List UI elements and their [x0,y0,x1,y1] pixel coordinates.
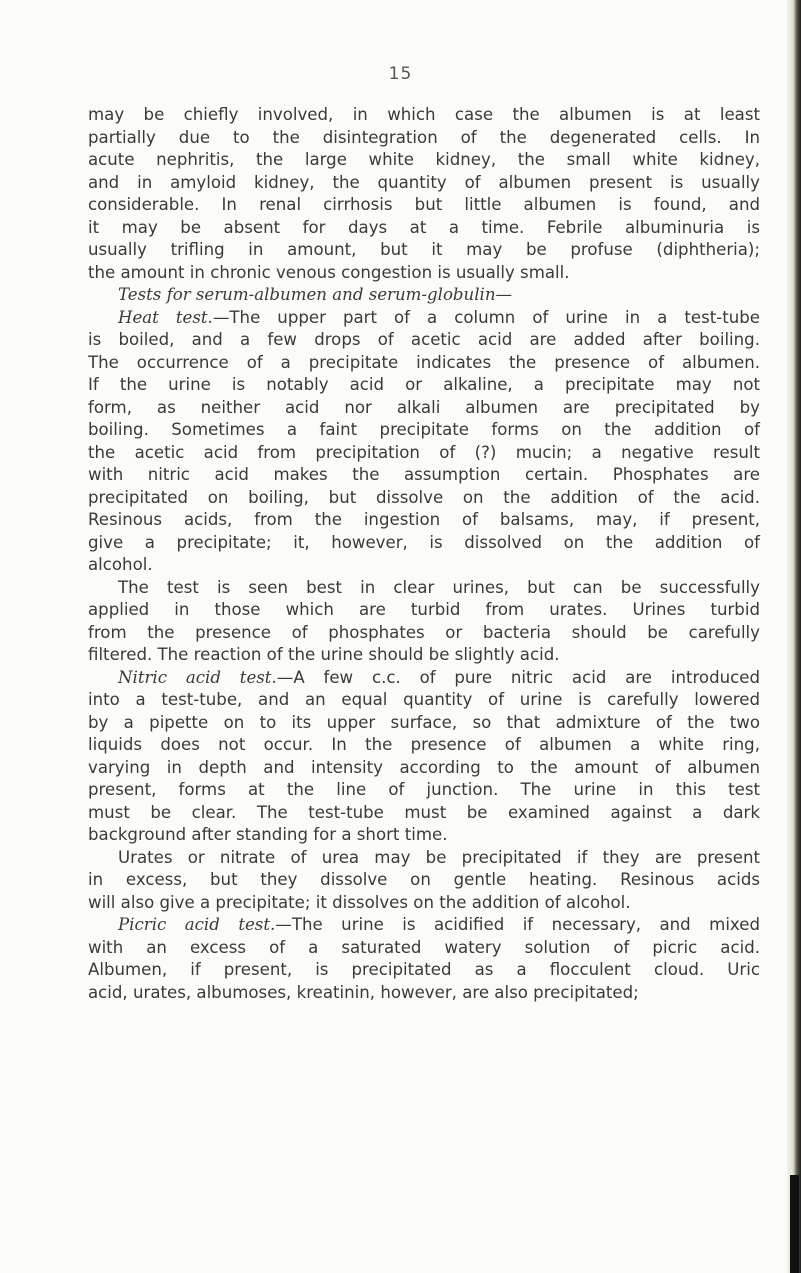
text-line: present, forms at the line of junction. The urine in this test [88,780,760,799]
tests-heading: Tests for serum-albumen and serum-globulin— [118,285,513,304]
text-line: the acetic acid from precipitation of (?) mucin; a negative result [88,442,760,462]
text-line: filtered. The reaction of the urine should be slightly acid. [88,645,560,664]
text-line: form, as neither acid nor alkali albumen are precipitated by [88,397,760,417]
nitric-test-label: Nitric acid test. [118,667,277,687]
text-line: will also give a precipitate; it dissolves on the addition of alcohol. [88,892,631,912]
text-line: may be chiefly involved, in which case the albumen is at least [88,105,760,124]
text-line: considerable. In renal cirrhosis but little albumen is found, and [88,195,760,214]
text-line: acute nephritis, the large white kidney, the small white kidney, [88,150,760,169]
text-line: partially due to the disintegration of the degenerated cells. In [88,127,760,147]
text-line: with nitric acid makes the assumption certain. Phosphates are [88,465,760,484]
text-line: If the urine is notably acid or alkaline, a precipitate may not [88,375,760,394]
text-line: it may be absent for days at a time. Febrile albuminuria is [88,217,760,237]
page-edge-mark [790,1175,799,1273]
nitric-test-first-line [88,667,760,690]
nitric-test-text: —A few c.c. of pure nitric acid are introduced [276,667,760,687]
text-line: with an excess of a saturated watery solution of picric acid. [88,937,760,957]
text-line: Resinous acids, from the ingestion of balsams, may, if present, [88,510,760,529]
text-line: alcohol. [88,555,153,574]
page-number: 15 [388,64,413,84]
text-line: background after standing for a short time. [88,825,448,844]
heat-test-first-line [88,307,760,330]
text-line: must be clear. The test-tube must be examined against a dark [88,802,760,822]
text-line: is boiled, and a few drops of acetic acid are added after boiling. [88,330,760,349]
text-line: Albumen, if present, is precipitated as a flocculent cloud. Uric [88,960,760,979]
text-line: liquids does not occur. In the presence of albumen a white ring, [88,735,760,754]
text-line: The occurrence of a precipitate indicates the presence of albumen. [88,352,760,372]
picric-test-label: Picric acid test. [118,915,276,934]
picric-test-text: —The urine is acidified if necessary, and mixed [275,915,760,934]
text-line: usually trifling in amount, but it may be profuse (diphtheria); [88,240,760,259]
text-line: from the presence of phosphates or bacteria should be carefully [88,622,760,642]
text-line: into a test-tube, and an equal quantity of urine is carefully lowered [88,690,760,709]
heat-test-text: —The upper part of a column of urine in a test-tube [212,307,760,327]
text-line: The test is seen best in clear urines, but can be successfully [118,577,760,597]
text-line: applied in those which are turbid from urates. Urines turbid [88,600,760,619]
text-line: the amount in chronic venous congestion is usually small. [88,262,570,282]
text-line: Urates or nitrate of urea may be precipitated if they are present [118,847,760,867]
text-line: and in amyloid kidney, the quantity of albumen present is usually [88,172,760,192]
text-line: in excess, but they dissolve on gentle heating. Resinous acids [88,870,760,889]
picric-test-first-line [88,914,760,937]
text-line: by a pipette on to its upper surface, so that admixture of the two [88,712,760,732]
text-line: varying in depth and intensity according to the amount of albumen [88,757,760,777]
heat-test-label: Heat test. [118,307,213,327]
section-heading [88,284,760,307]
body-text [88,104,760,1004]
text-line: give a precipitate; it, however, is dissolved on the addition of [88,532,760,552]
text-line: boiling. Sometimes a faint precipitate forms on the addition of [88,420,760,439]
text-line: precipitated on boiling, but dissolve on the addition of the acid. [88,487,760,507]
page-edge-shadow [787,0,801,1273]
text-line: acid, urates, albumoses, kreatinin, however, are also precipitated; [88,982,639,1002]
